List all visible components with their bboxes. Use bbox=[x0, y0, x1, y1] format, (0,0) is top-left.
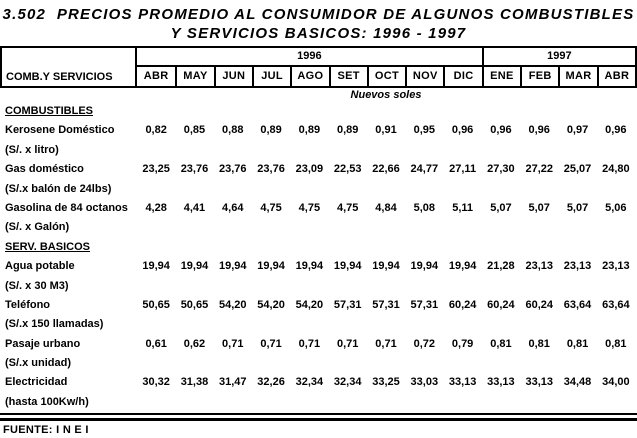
value-cell: 0,71 bbox=[298, 337, 321, 350]
value-cell: 19,94 bbox=[142, 260, 170, 273]
row-unit-label: (S/.x balón de 24lbs) bbox=[5, 182, 112, 195]
value-cell: 0,71 bbox=[336, 337, 359, 350]
value-cell: 50,65 bbox=[180, 298, 209, 311]
value-cell: 60,24 bbox=[525, 298, 553, 311]
value-cell: 0,91 bbox=[375, 124, 397, 137]
value-cell: 0,96 bbox=[605, 124, 627, 137]
value-cell: 5,07 bbox=[490, 201, 512, 214]
value-cell: 5,06 bbox=[605, 201, 627, 214]
row-unit-label: (S/.x 150 llamadas) bbox=[5, 318, 104, 331]
section-header-row bbox=[0, 102, 635, 121]
value-cell: 57,31 bbox=[372, 298, 400, 311]
unit-row bbox=[0, 218, 635, 237]
value-cell: 4,84 bbox=[375, 201, 397, 214]
title-line-1: 3.502 PRECIOS PROMEDIO AL CONSUMIDOR DE ALGUNOS COMBUSTIBLES bbox=[2, 6, 635, 23]
value-cell: 54,20 bbox=[257, 298, 285, 311]
value-cell: 23,25 bbox=[142, 163, 170, 176]
value-cell: 0,81 bbox=[490, 337, 512, 350]
table-header bbox=[0, 46, 637, 88]
table-row bbox=[0, 121, 635, 140]
value-cell: 0,71 bbox=[375, 337, 397, 350]
value-cell: 33,13 bbox=[448, 376, 477, 389]
value-cell: 0,97 bbox=[566, 124, 589, 137]
value-cell: 60,24 bbox=[487, 298, 515, 311]
title-line-2: Y SERVICIOS BASICOS: 1996 - 1997 bbox=[170, 25, 467, 42]
value-cell: 33,13 bbox=[487, 376, 515, 389]
value-cell: 5,11 bbox=[452, 201, 474, 214]
value-cell: 27,11 bbox=[449, 163, 477, 176]
value-cell: 4,64 bbox=[222, 201, 244, 214]
value-cell: 0,85 bbox=[183, 124, 206, 137]
value-cell: 19,94 bbox=[372, 260, 400, 273]
value-cell: 0,88 bbox=[222, 124, 244, 137]
value-cell: 23,09 bbox=[295, 163, 324, 176]
value-cell: 34,48 bbox=[563, 376, 592, 389]
value-cell: 54,20 bbox=[295, 298, 324, 311]
value-cell: 24,80 bbox=[602, 163, 630, 176]
value-cell: 57,31 bbox=[410, 298, 439, 311]
value-cell: 0,96 bbox=[451, 124, 474, 137]
value-cell: 31,38 bbox=[180, 376, 209, 389]
source-note: FUENTE: I N E I bbox=[3, 424, 89, 437]
row-unit-label: (S/. x 30 M3) bbox=[5, 279, 69, 292]
unit-row bbox=[0, 277, 635, 296]
value-cell: 0,81 bbox=[528, 337, 550, 350]
table-row bbox=[0, 373, 635, 392]
month-header: ABR bbox=[597, 65, 635, 86]
value-cell: 23,13 bbox=[602, 260, 630, 273]
value-cell: 4,75 bbox=[298, 201, 321, 214]
value-cell: 27,30 bbox=[487, 163, 515, 176]
value-cell: 21,28 bbox=[487, 260, 515, 273]
unit-row bbox=[0, 354, 635, 373]
row-unit-label: (S/. x litro) bbox=[5, 143, 59, 156]
unit-row bbox=[0, 180, 635, 199]
value-cell: 22,66 bbox=[372, 163, 400, 176]
value-cell: 0,89 bbox=[260, 124, 282, 137]
value-cell: 63,64 bbox=[602, 298, 630, 311]
page-title bbox=[0, 0, 637, 43]
value-cell: 33,13 bbox=[525, 376, 553, 389]
value-cell: 0,71 bbox=[222, 337, 244, 350]
value-cell: 0,71 bbox=[260, 337, 282, 350]
value-cell: 60,24 bbox=[448, 298, 477, 311]
value-cell: 0,96 bbox=[528, 124, 550, 137]
value-cell: 0,81 bbox=[566, 337, 589, 350]
value-cell: 0,95 bbox=[413, 124, 435, 137]
value-cell: 19,94 bbox=[410, 260, 439, 273]
table-row bbox=[0, 199, 635, 218]
row-label: Electricidad bbox=[5, 376, 68, 389]
section-header-row bbox=[0, 238, 635, 257]
value-cell: 57,31 bbox=[333, 298, 362, 311]
value-cell: 4,75 bbox=[260, 201, 282, 214]
month-header: FEB bbox=[520, 65, 558, 86]
month-header: MAY bbox=[175, 65, 213, 86]
value-cell: 5,07 bbox=[566, 201, 589, 214]
value-cell: 23,76 bbox=[219, 163, 247, 176]
value-cell: 33,03 bbox=[410, 376, 439, 389]
value-cell: 23,13 bbox=[525, 260, 553, 273]
unit-row bbox=[0, 315, 635, 334]
month-header: AGO bbox=[290, 65, 328, 86]
value-cell: 32,26 bbox=[257, 376, 285, 389]
value-cell: 19,94 bbox=[295, 260, 324, 273]
month-header: ABR bbox=[137, 65, 175, 86]
month-header: MAR bbox=[558, 65, 596, 86]
table-bottom-thin-rule bbox=[0, 413, 637, 415]
value-cell: 32,34 bbox=[333, 376, 362, 389]
table-row bbox=[0, 160, 635, 179]
corner-header: COMB.Y SERVICIOS bbox=[2, 48, 137, 86]
value-cell: 0,96 bbox=[490, 124, 512, 137]
section-header: COMBUSTIBLES bbox=[5, 105, 93, 117]
value-cell: 19,94 bbox=[257, 260, 285, 273]
value-cell: 33,25 bbox=[372, 376, 400, 389]
value-cell: 0,89 bbox=[336, 124, 359, 137]
value-cell: 0,79 bbox=[451, 337, 474, 350]
row-unit-label: (S/. x Galón) bbox=[5, 221, 70, 234]
value-cell: 0,81 bbox=[605, 337, 627, 350]
month-header: SET bbox=[329, 65, 367, 86]
month-header: DIC bbox=[443, 65, 481, 86]
row-unit-label: (S/.x unidad) bbox=[5, 357, 71, 370]
unit-row bbox=[0, 393, 635, 412]
header-columns bbox=[137, 48, 635, 86]
value-cell: 27,22 bbox=[525, 163, 553, 176]
month-header: JUL bbox=[252, 65, 290, 86]
month-header: ENE bbox=[482, 65, 520, 86]
row-label: Pasaje urbano bbox=[5, 337, 81, 350]
table-row bbox=[0, 257, 635, 276]
value-cell: 30,32 bbox=[142, 376, 170, 389]
row-label: Gasolina de 84 octanos bbox=[5, 201, 128, 214]
value-cell: 19,94 bbox=[333, 260, 362, 273]
row-label: Kerosene Doméstico bbox=[5, 124, 115, 137]
value-cell: 54,20 bbox=[219, 298, 247, 311]
row-label: Teléfono bbox=[5, 298, 51, 311]
value-cell: 23,76 bbox=[257, 163, 285, 176]
row-unit-label: (hasta 100Kw/h) bbox=[5, 395, 89, 408]
value-cell: 19,94 bbox=[180, 260, 209, 273]
month-header: NOV bbox=[405, 65, 443, 86]
year-header-1997: 1997 bbox=[482, 48, 635, 65]
value-cell: 0,72 bbox=[413, 337, 435, 350]
value-cell: 4,41 bbox=[183, 201, 206, 214]
value-cell: 5,08 bbox=[413, 201, 435, 214]
value-cell: 0,61 bbox=[145, 337, 167, 350]
value-cell: 5,07 bbox=[528, 201, 550, 214]
table-row bbox=[0, 296, 635, 315]
month-header: OCT bbox=[367, 65, 405, 86]
value-cell: 19,94 bbox=[448, 260, 477, 273]
table-body bbox=[0, 102, 635, 412]
value-cell: 23,13 bbox=[563, 260, 592, 273]
value-cell: 25,07 bbox=[563, 163, 592, 176]
year-header-1996: 1996 bbox=[297, 50, 322, 62]
value-cell: 34,00 bbox=[602, 376, 630, 389]
value-cell: 50,65 bbox=[142, 298, 170, 311]
unit-row bbox=[0, 141, 635, 160]
section-header: SERV. BASICOS bbox=[5, 240, 90, 253]
value-cell: 32,34 bbox=[295, 376, 324, 389]
value-cell: 0,89 bbox=[298, 124, 321, 137]
table-row bbox=[0, 335, 635, 354]
value-cell: 22,53 bbox=[333, 163, 362, 176]
month-header: JUN bbox=[214, 65, 252, 86]
value-cell: 4,28 bbox=[145, 201, 167, 214]
row-label: Agua potable bbox=[5, 260, 75, 273]
value-cell: 4,75 bbox=[336, 201, 359, 214]
value-cell: 31,47 bbox=[219, 376, 247, 389]
value-cell: 23,76 bbox=[180, 163, 209, 176]
value-cell: 63,64 bbox=[563, 298, 592, 311]
value-cell: 0,62 bbox=[183, 337, 206, 350]
value-cell: 19,94 bbox=[219, 260, 247, 273]
value-cell: 0,82 bbox=[145, 124, 167, 137]
row-label: Gas doméstico bbox=[5, 163, 84, 176]
value-cell: 24,77 bbox=[410, 163, 439, 176]
unit-note: Nuevos soles bbox=[350, 89, 422, 101]
